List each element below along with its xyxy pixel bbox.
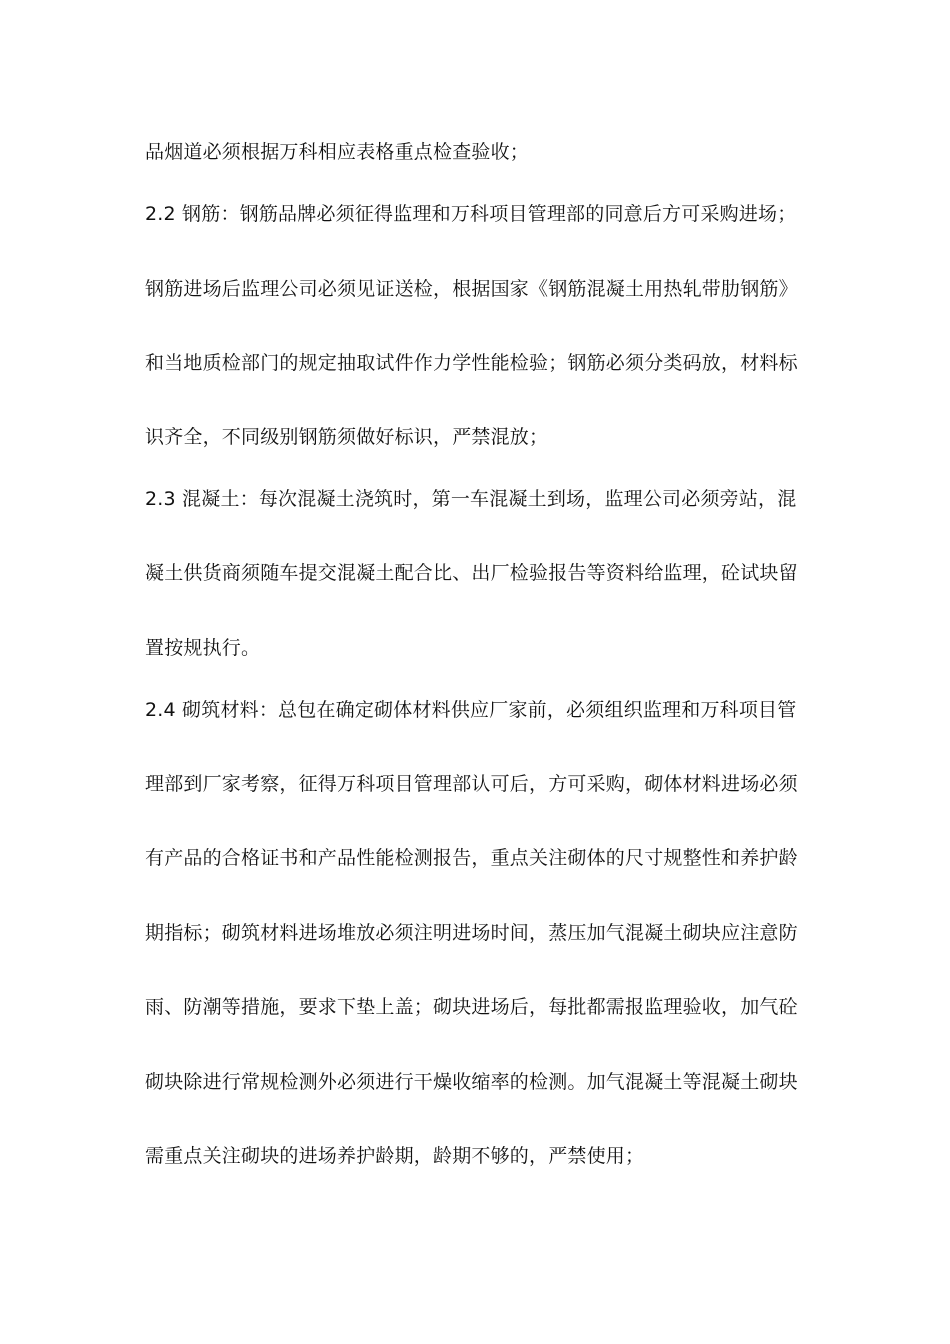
text-line: 和当地质检部门的规定抽取试件作力学性能检验；钢筋必须分类码放，材料标 (145, 352, 798, 374)
text-line: 凝土供货商须随车提交混凝土配合比、出厂检验报告等资料给监理，砼试块留 (145, 562, 798, 584)
text-line: 理部到厂家考察，征得万科项目管理部认可后，方可采购，砌体材料进场必须 (145, 773, 798, 795)
text-line: 识齐全，不同级别钢筋须做好标识，严禁混放； (145, 426, 549, 448)
text-line: 置按规执行。 (145, 637, 261, 659)
text-line: 品烟道必须根据万科相应表格重点检查验收； (145, 141, 530, 163)
text-line: 雨、防潮等措施，要求下垫上盖；砌块进场后，每批都需报监理验收，加气砼 (145, 996, 798, 1018)
text-line: 有产品的合格证书和产品性能检测报告，重点关注砌体的尺寸规整性和养护龄 (145, 847, 798, 869)
text-line: 钢筋进场后监理公司必须见证送检，根据国家《钢筋混凝土用热轧带肋钢筋》 (145, 278, 798, 300)
text-line: 砌块除进行常规检测外必须进行干燥收缩率的检测。加气混凝土等混凝土砌块 (145, 1071, 798, 1093)
section-2-3-line: 2.3 混凝土：每次混凝土浇筑时，第一车混凝土到场，监理公司必须旁站，混 (145, 488, 797, 510)
section-2-2-line: 2.2 钢筋：钢筋品牌必须征得监理和万科项目管理部的同意后方可采购进场； (145, 203, 797, 225)
text-line: 期指标；砌筑材料进场堆放必须注明进场时间，蒸压加气混凝土砌块应注意防 (145, 922, 798, 944)
text-line: 需重点关注砌块的进场养护龄期，龄期不够的，严禁使用； (145, 1145, 645, 1167)
section-2-4-line: 2.4 砌筑材料：总包在确定砌体材料供应厂家前，必须组织监理和万科项目管 (145, 699, 797, 721)
